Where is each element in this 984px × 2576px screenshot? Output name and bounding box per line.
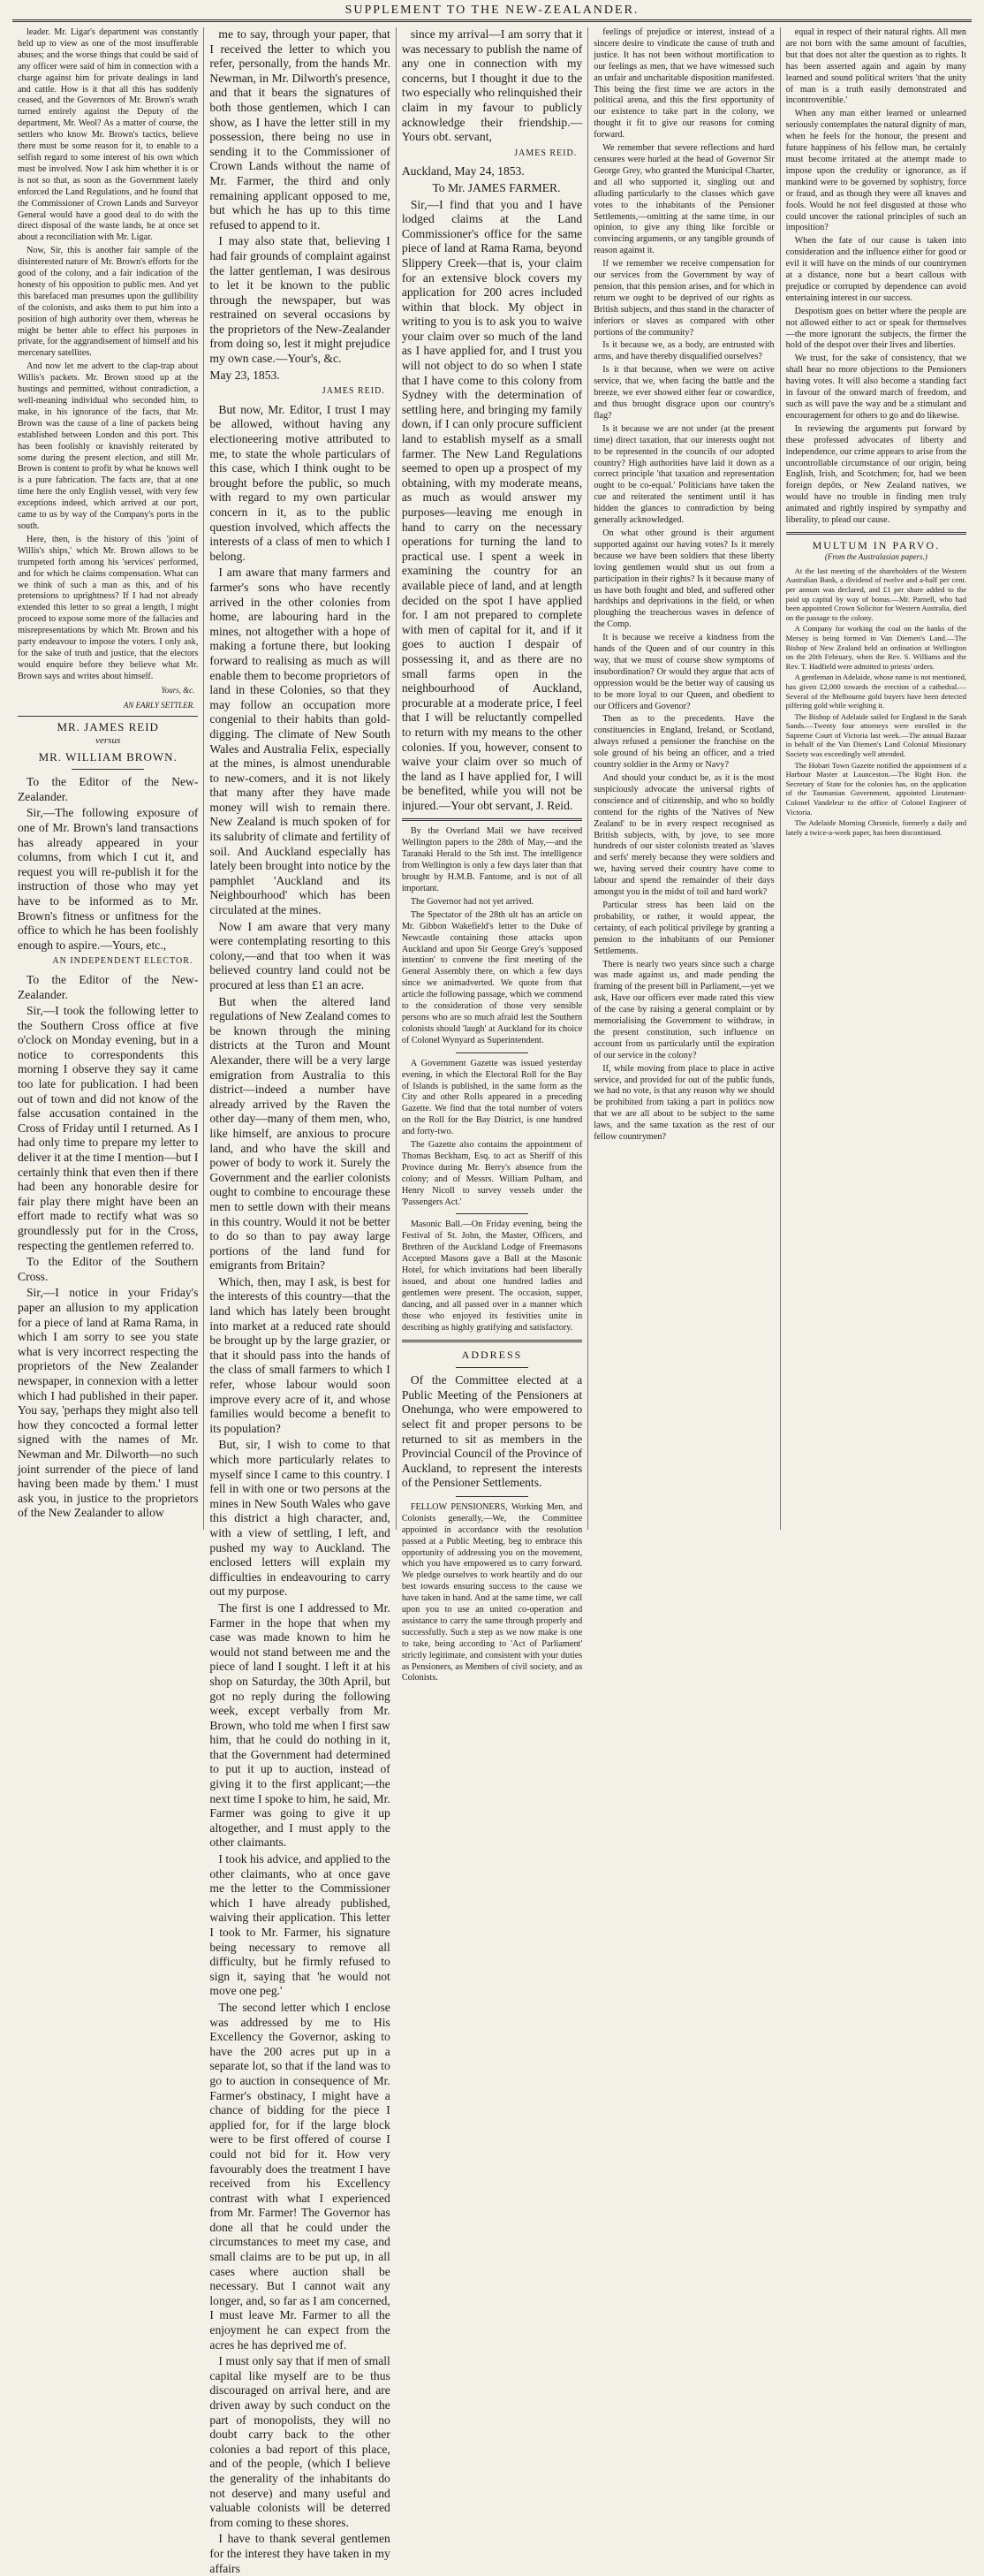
paragraph: Is it that because, when we were on active service, that we, when facing the battle and the breeze, we ever showed either fear or cowardice, and thus brought disgrace upon our country's flag? xyxy=(594,365,775,421)
divider xyxy=(456,1367,528,1368)
paragraph: Particular stress has been laid on the probability, or rather, it would appear, the certainty, of each political privilege by granting a pension to the inhabitants of our Pensioner Settlements. xyxy=(594,900,775,956)
news-paragraph: Masonic Ball.—On Friday evening, being the Festival of St. John, the Master, Officers, and Brethren of the Auckland Lodge of Freemasons Accepted Masons gave a Ball at the Masonic Hotel, for which invitations had been liberally issued, and about one hundred ladies and gentlemen were present. The occasion, supper, dancing, and all passed over in a manner which those who enjoyed its festivities unite in describing as highly gratifying and satisfactory. xyxy=(401,1220,583,1333)
address-body: FELLOW PENSIONERS, Working Men, and Colonists generally,—We, the Committee appointed in accordance with the resolution passed at a Public Meeting, beg to embrace this opportunity of addressing you on the movement, which you have empowered us to carry forward. We pledge ourselves to work heartily and do our best towards ensuring success to the cause we have taken in hand. And at the same time, we call upon you to use an united co-operation and assistance to carry the same through properly and successfully. Such a step as we now make is one to take, being according to 'Act of Parliament' strictly legitimate, and consistent with your duties as Pensioners, as Members of civil society, and as Colonists. xyxy=(401,1501,583,1683)
paragraph: Is it because we are not under (at the present time) direct taxation, that our interests ought not to be represented in the councils of our adopted country? High authorities have laid it down as a correct principle 'that taxation and representation ought to be co-equal.' Politicians have taken the cue and reiterated the sentiment until it has hidden the glances to contradiction by being generally acknowledged. xyxy=(594,423,775,526)
paragraph: When the fate of our cause is taken into consideration and the influence either for good or evil it will have on the minds of our countrymen at a distance, none but a heart callous with prejudice or corrupted by dependence can avoid entertaining interest in our success. xyxy=(785,236,967,303)
signature-close: Yours, &c. xyxy=(161,685,195,695)
col1-top-text xyxy=(18,27,198,683)
news-item: The Hobart Town Gazette notified the appointment of a Harbour Master at Launceston.—The Right Hon. the Secretary of State for the colonies has, on the application of the Tasmanian Government, appointed Lieutenant-Colonel Vandeleur to the office of Colonel Engineer of Victoria. xyxy=(785,760,967,817)
to-recipient-line: To Mr. JAMES FARMER. xyxy=(432,180,561,194)
paragraph: And should your conduct be, as it is the most suspiciously advocate the universal rights of conscience and of citizenship, and who so boldly contend for the rights of the 'Natives of New Zealand' to be in every respect recognised as British subjects, with, by jove, to see more hundreds of our sister colonists treated as 'slaves and serfs' merely because they were soldiers and we, having served their country have come to labour and spend the remainder of their days amongst you in the midst of toil and hard work? xyxy=(594,773,775,898)
paragraph: Which, then, may I ask, is best for the interests of this country—that the land which has lately been brought into market at a reduced rate should be brought up by the large grazier, or that it should pass into the hands of the class of small farmers to which I refer, whose labour would soon improve every acre of it, and whose families would become a benefit to its population? xyxy=(209,1274,390,1435)
paragraph: Is it because we, as a body, are entrusted with arms, and have thereby disqualified ourselves? xyxy=(594,340,775,362)
columns xyxy=(12,27,972,2575)
paragraph: Despotism goes on better where the people are not allowed either to act or speak for themselves—the more ignorant the subjects, the firmer the hold of the despot over their lives and liberties. xyxy=(785,306,967,351)
column-2 xyxy=(204,27,396,2575)
paragraph: Sir,—I took the following letter to the Southern Cross office at five o'clock on Monday evening, but in a notice to correspondents this morning I observe they say it came too late for publication. I had been out of town and did not know of the false accusation contained in the Cross of Friday until I returned. As I had only time to prepare my letter to deliver it at the time I mention—but I certainly think that even then if there had been any honorable desire for fair play there might have been an effort made to rectify what was so groundlessly put for in the Cross, respecting the gentlemen referred to. xyxy=(18,1004,199,1252)
paragraph: leader. Mr. Ligar's department was constantly held up to view as one of the most insufferable abuses; and the worse things that could be said of any officer were said of him in connection with a charge against him for private dealings in land and cattle. How is it that all this has suddenly ceased, and the Governors of Mr. Brown's wrath turned entirely against the Deputy of the department, Mr. Weol? As a matter of course, the settlers who know Mr. Brown's tactics, believe there must be some reason for it, to enable to a selfish regard to some interest of his own which must be involved. Now I ask him whether it is or is not so that, as soon as the Government lately enforced the Land Regulations, and he found that the Commissioner of Crown Lands and Surveyor General would have a good deal to do with the direct disposal of the waste lands, he at once set about a reconciliation with Mr. Ligar. xyxy=(18,27,199,243)
paragraph: I have to thank several gentlemen for the interest they have taken in my affairs xyxy=(209,2532,390,2575)
dateline: May 23, 1853. xyxy=(209,368,280,382)
signature-name: AN EARLY SETTLER. xyxy=(123,700,195,710)
news-paragraph: The Spectator of the 28th ult has an article on Mr. Gibbon Wakefield's letter to the Duke of Newcastle containing those attacks upon Auckland and upon Sir George Grey's 'supposed intention' to convene the first meeting of the General Assembly there, on which a few days since we animadverted. We quote from that article the following passage, which we commend to the consideration of those very sensible persons who are so much afraid lest the Southern colonists should 'laugh' at Auckland for its choice of Colonel Wynyard as Superintendent. xyxy=(401,909,583,1045)
paragraph: since my arrival—I am sorry that it was necessary to publish the name of any one in connection with my concerns, but I thought it due to the two especially who relinquished their claim in my favour to publicly acknowledge their friendship.—Yours obt. servant, xyxy=(401,27,583,144)
paragraph: Sir,—I notice in your Friday's paper an allusion to my application for a piece of land at Rama Rama, in which I am sorry to see you state what is very incorrect respecting the proprietors of the New Zealander newspaper, in connexion with a letter which I had published in their paper. You say, 'perhaps they might also tell how they concocted a formal letter signed with the names of Mr. Newman and Mr. Dilworth—no such joint surrender of the piece of land having been made by them.' I must ask you, in justice to the proprietors of the New Zealander to allow xyxy=(18,1286,199,1520)
news-item: The Bishop of Adelaide sailed for England in the Sarah Sands.—Twenty four attorneys were enrolled in the Supreme Court of Victoria last week.—The annual Bazaar in behalf of the Van Diemen's Land Colonial Missionary Society was exceedingly well attended. xyxy=(785,711,967,759)
divider xyxy=(456,1496,528,1497)
divider xyxy=(786,532,966,535)
to-editor-line: To the Editor of the Southern Cross. xyxy=(18,1255,199,1283)
divider xyxy=(18,716,198,717)
paragraph: I took his advice, and applied to the other claimants, who at once gave me the letter to the Commissioner which I have already published, waiving their application. This letter I took to Mr. Farmer, his signature being necessary to remove all difficulty, but he firmly refused to sign it, saying that 'he would not move one peg.' xyxy=(209,1852,390,1998)
address-title: ADDRESS xyxy=(461,1348,523,1361)
signature-name: AN INDEPENDENT ELECTOR. xyxy=(52,956,193,967)
paragraph: Here, then, is the history of this 'joint of Willis's ships,' which Mr. Brown allows to be trumpeted forth among his 'services' performed, and for which he claims compensation. What can we think of such a man as this, and of his pretensions to uprightness? If I had not already extended this letter to so great a length, I might proceed to expose some more of the fallacies and misrepresentations by which Mr. Brown and his party endeavour to impose the voters. I only ask, for the sake of truth and justice, that the electors would enquire before they believe what Mr. Brown says and writes about himself. xyxy=(18,534,199,681)
paragraph: In reviewing the arguments put forward by these professed advocates of liberty and independence, our crime appears to arise from the uncontrollable circumstance of our origin, being English, Irish, and Scotchmen; for, had we been foreign depôts, or New Zealand natives, we would have no trouble in finding men truly animated and rightly inspired by sympathy and liberality, to plead our cause. xyxy=(785,423,967,526)
news-item: A Company for working the coal on the banks of the Mersey is being formed in Van Diemen's Land.—The Bishop of New Zealand held an ordination at Wellington on the 20th February, when the Rev. S. Williams and the Rev. T. Hadfield were admitted to priests' orders. xyxy=(785,624,967,671)
paragraph: Now, Sir, this is another fair sample of the disinterested nature of Mr. Brown's efforts for the good of the colony, and a fair indication of the honesty of his opposition to public men. And yet this barefaced man presumes upon the gullibility of the colonists, and asks them to put him into a position of high authority over them, whereas he might be better able to effect his purposes in private, for the aggrandisement of himself and his mercenary satellites. xyxy=(18,246,199,359)
signature-name: JAMES REID. xyxy=(322,386,385,397)
to-editor-line: To the Editor of the New-Zealander. xyxy=(18,972,199,1001)
signature-name: JAMES REID. xyxy=(514,148,578,158)
article-heading-top: MR. JAMES REID xyxy=(57,720,159,734)
paragraph: I must only say that if men of small capital like myself are to be thus discouraged on arrival here, and are driven away by such conduct on the part of monopolists, they will no doubt carry back to the other colonies a bad report of this place, and of the people, (which I believe the generality of the inhabitants do not deserve) and many useful and valuable colonists will be deterred from coming to these shores. xyxy=(209,2354,390,2529)
paragraph: The first is one I addressed to Mr. Farmer in the hope that when my case was made known to him he would not stand between me and the piece of land I sought. I left it at his shop on Saturday, the 30th April, but got no reply during the following week, except verbally from Mr. Brown, who told me when I first saw him, that he could do nothing in it, that the Government had determined to put it up to auction, instead of giving it to the first applicant;—the next time I spoke to him, he said, Mr. Farmer was going to give it up altogether, and I must apply to the other claimants. xyxy=(209,1600,390,1850)
paragraph: But when the altered land regulations of New Zealand comes to be known through the mining districts at the Turon and Mount Alexander, there will be a very large emigration from Australia to this district—indeed a number have already arrived by the Raven the other day—many of them men, who, like himself, are anxious to procure land, and who have the skill and power of body to work it. Surely the Government and the earlier colonists ought to combine to encourage these men to settle down with their means in this country. Would it not be better to do so than to pay away large portions of the land fund for emigrants from Britain? xyxy=(209,994,390,1273)
paragraph: If we remember we receive compensation for our services from the Government by way of pension, that this pension arises, and for which in return we ought to be deprived of our rights as British subjects, and thus stand in the character of inferiors or slaves as compared with other portions of the community? xyxy=(594,259,775,338)
paragraph: And now let me advert to the clap-trap about Willis's packets. Mr. Brown stood up at the hustings and permitted, without contradiction, a well-meaning individual who seconded him, to make, in his ignorance of the facts, that Mr. Brown was the cause of a line of packets being established between London and this port. This has been foolishly or knavishly reiterated by some during the present election, and still Mr. Brown is content to profit by what he knows well is a pure fabrication. The facts are, that at one time here the only English vessel, with very few exceptions indeed, which arrived at our port, came to us by way of the Company's ports in the south. xyxy=(18,361,199,531)
news-paragraph: A Government Gazette was issued yesterday evening, in which the Electoral Roll for the Bay of Islands is published, in the same form as the City and other Rolls appeared in a preceding Gazette. We find that the total number of voters on the Roll for the Bay District, is one hundred and forty-two. xyxy=(401,1058,583,1137)
divider xyxy=(402,818,582,821)
divider xyxy=(456,1052,528,1053)
paragraph: On what other ground is their argument supported against our having votes? Is it merely because we have been soldiers that these liberty loving gentlemen would shut us out from a participation in their rights? Is it because many of us have both fought and bled, and suffered other hardships and deprivations in the field, or when ploughing the treacherous waves in defence of the Comp. xyxy=(594,528,775,630)
news-paragraph: The Governor had not yet arrived. xyxy=(410,896,534,907)
paragraph: feelings of prejudice or interest, instead of a sincere desire to vindicate the cause of truth and justice. It has not been without mortification to our feelings as men, that we have witnessed such an unfair and uncharitable disposition manifested. This being the first time we are actors in the political arena, and this the first opportunity of our existence to take part in the colony, we thought it fit to give our reasons for coming forward. xyxy=(594,27,775,141)
masthead: SUPPLEMENT TO THE NEW-ZEALANDER. xyxy=(12,4,972,22)
news-paragraph: By the Overland Mail we have received Wellington papers to the 28th of May,—and the Taranaki Herald to the 5th inst. The intelligence from Wellington is only a few days later than that brought by H.M.B. Fantome, and is not of all important. xyxy=(401,826,583,893)
paragraph: It is because we receive a kindness from the hands of the Queen and of our country in this way, that we must of course show symptoms of insubordination? Or would they argue that acts of oppression would be the better way of causing us to be more loyal to our Queen, and obedient to our Officers and Govenor? xyxy=(594,633,775,711)
paragraph: I am aware that many farmers and farmer's sons who have recently arrived in the other colonies from home, are labouring hard in the mines, not altogether with a hope of making a fortune there, but looking forward to realising as much as will enable them to become proprietors of land in these Colonies, so that they may follow an occupation more congenial to their habits than gold-digging. The climate of New South Wales and Australia Felix, especially at the mines, is almost unendurable to new-comers, and it is not likely that many after they have made money will wish to remain there. New Zealand is much spoken of for its salubrity of climate and fertility of soil. And Auckland especially has lately been brought into notice by the pamphlet 'Auckland and its Neighbourhood' which has been circulated at the mines. xyxy=(209,566,390,917)
divider xyxy=(72,769,144,770)
paragraph: But, sir, I wish to come to that which more particularly relates to myself since I came to this country. I fell in with one or two persons at the mines in New South Wales who gave this district a high character, and, with a view of settling, I left, and pushed my way to Auckland. The enclosed letters will explain my difficulties in endeavouring to carry out my purpose. xyxy=(209,1438,390,1599)
paragraph: We remember that severe reflections and hard censures were hurled at the head of Governor Sir George Grey, who granted the Municipal Charter, and all who supported it, singling out and alluding particularly to the classes which gave votes to the inhabitants of the Pensioner Settlements,—omitting at the same time, in our opinion, to give any thing like forcible or convincing arguments, or any tangible grounds of reason against it. xyxy=(594,143,775,256)
column-3 xyxy=(397,27,588,1683)
news-paragraph: The Gazette also contains the appointment of Thomas Beckham, Esq. to act as Sheriff of this Province during Mr. Berry's absence from the colony; and of Messrs. William Pulham, and Henry Nicoll to survey vessels under the 'Passengers Act.' xyxy=(401,1140,583,1207)
paragraph: If, while moving from place to place in active service, and provided for out of the public funds, we had no vote, is that any reason why we should be prohibited from taking a part in politics now that we are all about to be subject to the same laws, and the same taxation as the rest of our fellow countrymen? xyxy=(594,1063,775,1143)
paragraph: When any man either learned or unlearned seriously contemplates the natural dignity of man, when he feels for the honour, the present and future happiness of his fellow man, he certainly must become irritated at the attempt made to impose upon the credulity or ignorance, as if mankind were to be governed by sophistry, force or fraud, and as though they were all knaves and fools. Would he not feel disgusted at those who could uncover the rational principles of such an imposition? xyxy=(785,109,967,233)
to-editor-line: To the Editor of the New-Zealander. xyxy=(18,775,199,803)
divider xyxy=(402,1340,582,1342)
paragraph: We trust, for the sake of consistency, that we shall hear no more objections to the Pensioners having votes. It will also become a standing fact in favour of the onward march of freedom, and such as will pave the way and be a stimulant and encouragement for others to go and do likewise. xyxy=(785,353,967,421)
news-item: The Adelaide Morning Chronicle, formerly a daily and lately a twice-a-week paper, has been discontinued. xyxy=(785,818,967,837)
paragraph: Now I am aware that very many were contemplating resorting to this colony,—and that too when it was believed country land could not be procured at less than £1 an acre. xyxy=(209,919,390,992)
dateline: Auckland, May 24, 1853. xyxy=(401,164,525,179)
article-heading-bottom: MR. WILLIAM BROWN. xyxy=(38,750,178,764)
paragraph: me to say, through your paper, that I received the letter to which you refer, personally, from the hands Mr. Newman, in Mr. Dilworth's presence, and that it bears the signatures of both those gentlemen, which I can show, as I have the letter still in my possession, there being no use in sending it to the Commissioner of Crown Lands without the name of Mr. Farmer, the third and only remaining applicant opposed to me, but which he has up to this time refused to append to it. xyxy=(209,27,390,232)
news-item: A gentleman in Adelaide, whose name is not mentioned, has given £2,000 towards the erection of a cathedral.—Several of the Melbourne gold buyers have been detected pilfering gold while weighing it. xyxy=(785,672,967,710)
paragraph: There is nearly two years since such a charge was made against us, and made pending the framing of the present bill in Parliament,—yet we ask, Have our officers ever made rated this view of the case by raising a general complaint or by memorialising the Government to withdraw, in the present constitution, such influence on account from us particularly until the expiration of our service in the colony? xyxy=(594,959,775,1060)
address-intro: Of the Committee elected at a Public Meeting of the Pensioners at Onehunga, who were empowered to select fit and proper persons to be returned to sit as members in the Provincial Council of the Province of Auckland, to represent the interests of the Pensioner Settlements. xyxy=(401,1373,583,1490)
paragraph: Sir,—I find that you and I have lodged claims at the Land Commissioner's office for the same piece of land at Rama Rama, beyond Slippery Creek—that is, your claim for an extensive block covers my application for 200 acres included within that block. My object in writing to you is to ask you to waive your claim over so much of the land as I have applied for, and I trust you will not object to do so when I state that I have come to this colony from Sydney with the determination of settling here, and bringing my family down, if I can only procure sufficient land to establish myself as a small farmer. The New Land Regulations seemed to open up a prospect of my obtaining, with my moderate means, as much as would answer my purposes—leaving me enough in hand to carry on the necessary operations for turning the land to practical use. I spent a week in examining the country for an available piece of land, and at length decided on the spot I have applied for. I am not prepared to complete with men of capital for it, and if it goes to auction I despair of possessing it, and as there are no small farms open in the neighbourhood of Auckland, procurable at a moderate price, I feel that I will be reluctantly compelled to return with my means to the other colonies. If you, however, consent to waive your claim over so much of the land as I have applied for, I will be benefited, while you will not be injured.—Your obt servant, J. Reid. xyxy=(401,197,583,812)
section-subtitle: (From the Australasian papers.) xyxy=(824,551,927,561)
paragraph: The second letter which I enclose was addressed by me to His Excellency the Governor, asking to have the 200 acres put up in a separate lot, so that if the land was to go to auction in consequence of Mr. Farmer's obstinacy, I might have a chance of bidding for the piece I applied for, for if the large block were to be first offered of course I could not bid for it. How very favourably does the treatment I have received from his Excellency contrast with what I experienced from Mr. Farmer! The Governor has done all that he could under the circumstances to meet my case, and small claims are to be put up, in all cases where auction shall be necessary. But I cannot wait any longer, and, so far as I am concerned, I must leave Mr. Farmer to all the enjoyment he can expect from the acres he has deprived me of. xyxy=(209,2000,390,2352)
column-5 xyxy=(781,27,972,1530)
paragraph: Sir,—The following exposure of one of Mr. Brown's land transactions has already appeared in your columns, from which I cut it, and request you will re-publish it for the instruction of those who may yet have to be informed as to Mr. Brown's fitness or unfitness for the office to which he has been foolishly enough to aspire.—Yours, etc., xyxy=(18,806,199,952)
news-item: At the last meeting of the shareholders of the Western Australian Bank, a dividend of twelve and a-half per cent. per annum was declared, and £1 per share added to the paid up capital by way of bonus.—Mr. Parnell, who had been appointed Crown Solicitor for Western Australia, died on the passage to the colony. xyxy=(785,566,967,622)
section-title: MULTUM IN PARVO. xyxy=(812,538,941,551)
paragraph: equal in respect of their natural rights. All men are not born with the same amount of faculties, but that does not alter the question as to rights. It has been asserted again and again by many learned and sound political writers 'that the unity of man is a truth easily demonstrated and incontrovertible.' xyxy=(785,27,967,106)
column-1 xyxy=(12,27,204,1530)
paragraph: But now, Mr. Editor, I trust I may be allowed, without having any electioneering motive attributed to me, to state the whole particulars of this case, which I think ought to be brought before the public, so much with regard to my own particular concern in it, as to the public question involved, which affects the interests of a class of men to which I belong. xyxy=(209,402,390,563)
column-4 xyxy=(588,27,780,1530)
paragraph: I may also state that, believing I had fair grounds of complaint against the latter gentleman, I was desirous to let it be known to the public through the newspaper, but was restrained on several occasions by the proprietors of the New-Zealander from doing so, lest it might prejudice my own case.—Your's, &c. xyxy=(209,234,390,366)
article-heading-versus: versus xyxy=(95,735,121,747)
divider xyxy=(456,1213,528,1214)
paragraph: Then as to the precedents. Have the constituencies in England, Ireland, or Scotland, always refused a pensioner the franchise on the sole ground of his being an officer, and a tried country soldier in the Army or Navy? xyxy=(594,714,775,771)
